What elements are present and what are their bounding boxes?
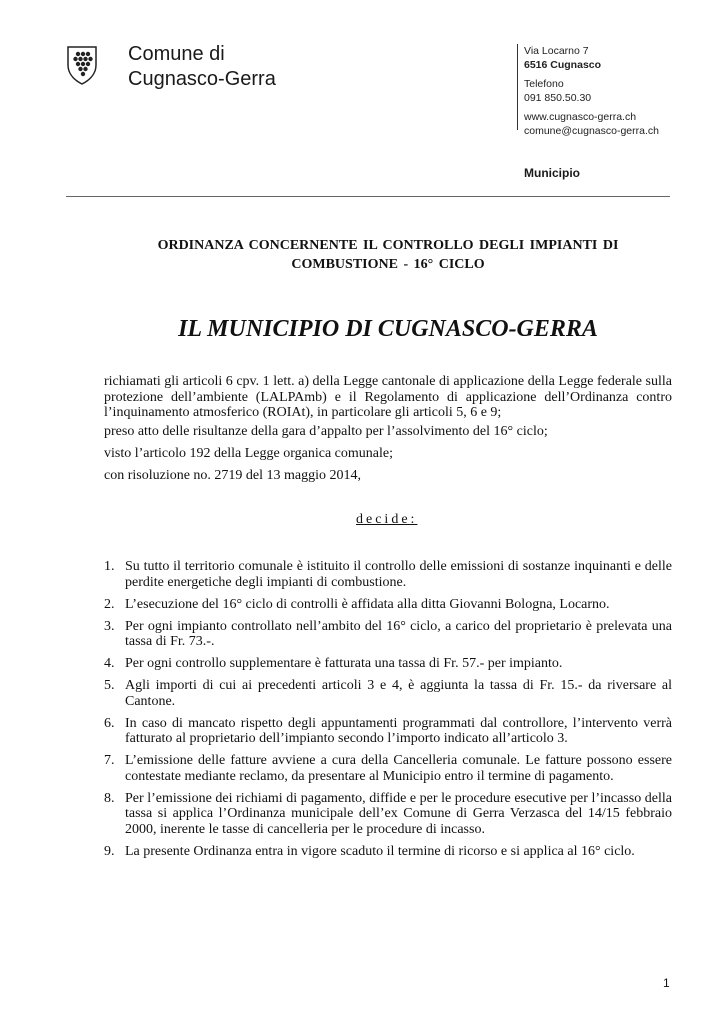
document-title-line2: COMBUSTIONE - 16° CICLO bbox=[291, 257, 485, 272]
document-title bbox=[100, 236, 676, 274]
phone-label: Telefono bbox=[524, 78, 564, 90]
decide-label: decide: bbox=[356, 512, 418, 527]
list-item: 6. In caso di mancato rispetto degli appuntamenti programmati dal controllore, l’intervento verrà fatturato al proprietario dell’impianto secondo l’importo indicato all’articolo 3. bbox=[104, 715, 672, 746]
municipal-crest-icon bbox=[66, 45, 98, 85]
preamble-paragraph-2: preso atto delle risultanze della gara d’appalto per l’assolvimento del 16° ciclo; bbox=[104, 424, 548, 439]
department-label: Municipio bbox=[524, 166, 580, 180]
preamble-paragraph-3: visto l’articolo 192 della Legge organica comunale; bbox=[104, 446, 393, 461]
list-item: 8. Per l’emissione dei richiami di pagamento, diffide e per le procedure esecutive per l’incasso della tassa si applica l’Ordinanza municipale dell’ex Comune di Gerra Verzasca del 14/15 febbraio 2000, inerente le tasse di cancelleria per le procedure di incasso. bbox=[104, 790, 672, 837]
list-item: 1. Su tutto il territorio comunale è istituito il controllo delle emissioni di sostanze inquinanti e delle perdite energetiche degli impianti di combustione. bbox=[104, 559, 672, 590]
document-title-line1: ORDINANZA CONCERNENTE IL CONTROLLO DEGLI IMPIANTI DI bbox=[157, 238, 619, 253]
page-number: 1 bbox=[663, 976, 670, 990]
header-divider bbox=[66, 196, 670, 197]
list-item: 9. La presente Ordinanza entra in vigore scaduto il termine di ricorso e si applica al 16° ciclo. bbox=[104, 843, 635, 859]
preamble-paragraph-4: con risoluzione no. 2719 del 13 maggio 2014, bbox=[104, 468, 362, 483]
list-item: 5. Agli importi di cui ai precedenti articoli 3 e 4, è aggiunta la tassa di Fr. 15.- da riversare al Cantone. bbox=[104, 678, 672, 709]
email-link[interactable]: comune@cugnasco-gerra.ch bbox=[524, 124, 659, 137]
website-link[interactable]: www.cugnasco-gerra.ch bbox=[524, 111, 637, 123]
address-line1: Via Locarno 7 bbox=[524, 45, 589, 57]
org-name-line2: Cugnasco-Gerra bbox=[128, 68, 276, 90]
org-name-line1: Comune di bbox=[128, 43, 225, 65]
document-heading: IL MUNICIPIO DI CUGNASCO-GERRA bbox=[178, 316, 598, 342]
list-item: 2. L’esecuzione del 16° ciclo di controlli è affidata alla ditta Giovanni Bologna, Locarno. bbox=[104, 596, 610, 612]
address-line2: 6516 Cugnasco bbox=[524, 58, 602, 71]
decisions-list bbox=[104, 559, 672, 866]
list-item: 4. Per ogni controllo supplementare è fatturata una tassa di Fr. 57.- per impianto. bbox=[104, 656, 563, 671]
organization-name bbox=[128, 42, 276, 92]
list-item: 3. Per ogni impianto controllato nell’ambito del 16° ciclo, a carico del proprietario è prelevata una tassa di Fr. 73.-. bbox=[104, 618, 672, 649]
list-item: 7. L’emissione delle fatture avviene a cura della Cancelleria comunale. Le fatture possono essere contestate mediante reclamo, da presentare al Municipio entro il termine di pagamento. bbox=[104, 753, 672, 784]
preamble-paragraph-1: richiamati gli articoli 6 cpv. 1 lett. a) della Legge cantonale di applicazione della Legge federale sulla protezione dell’ambiente (LALPAmb) e il Regolamento di applicazione dell’Ordinanza contro l’inquinamento atmosferico (ROIAt), in particolare gli articoli 5, 6 e 9; bbox=[104, 374, 672, 420]
contact-block bbox=[524, 45, 659, 138]
phone-number: 091 850.50.30 bbox=[524, 91, 592, 104]
contact-divider bbox=[517, 44, 518, 130]
